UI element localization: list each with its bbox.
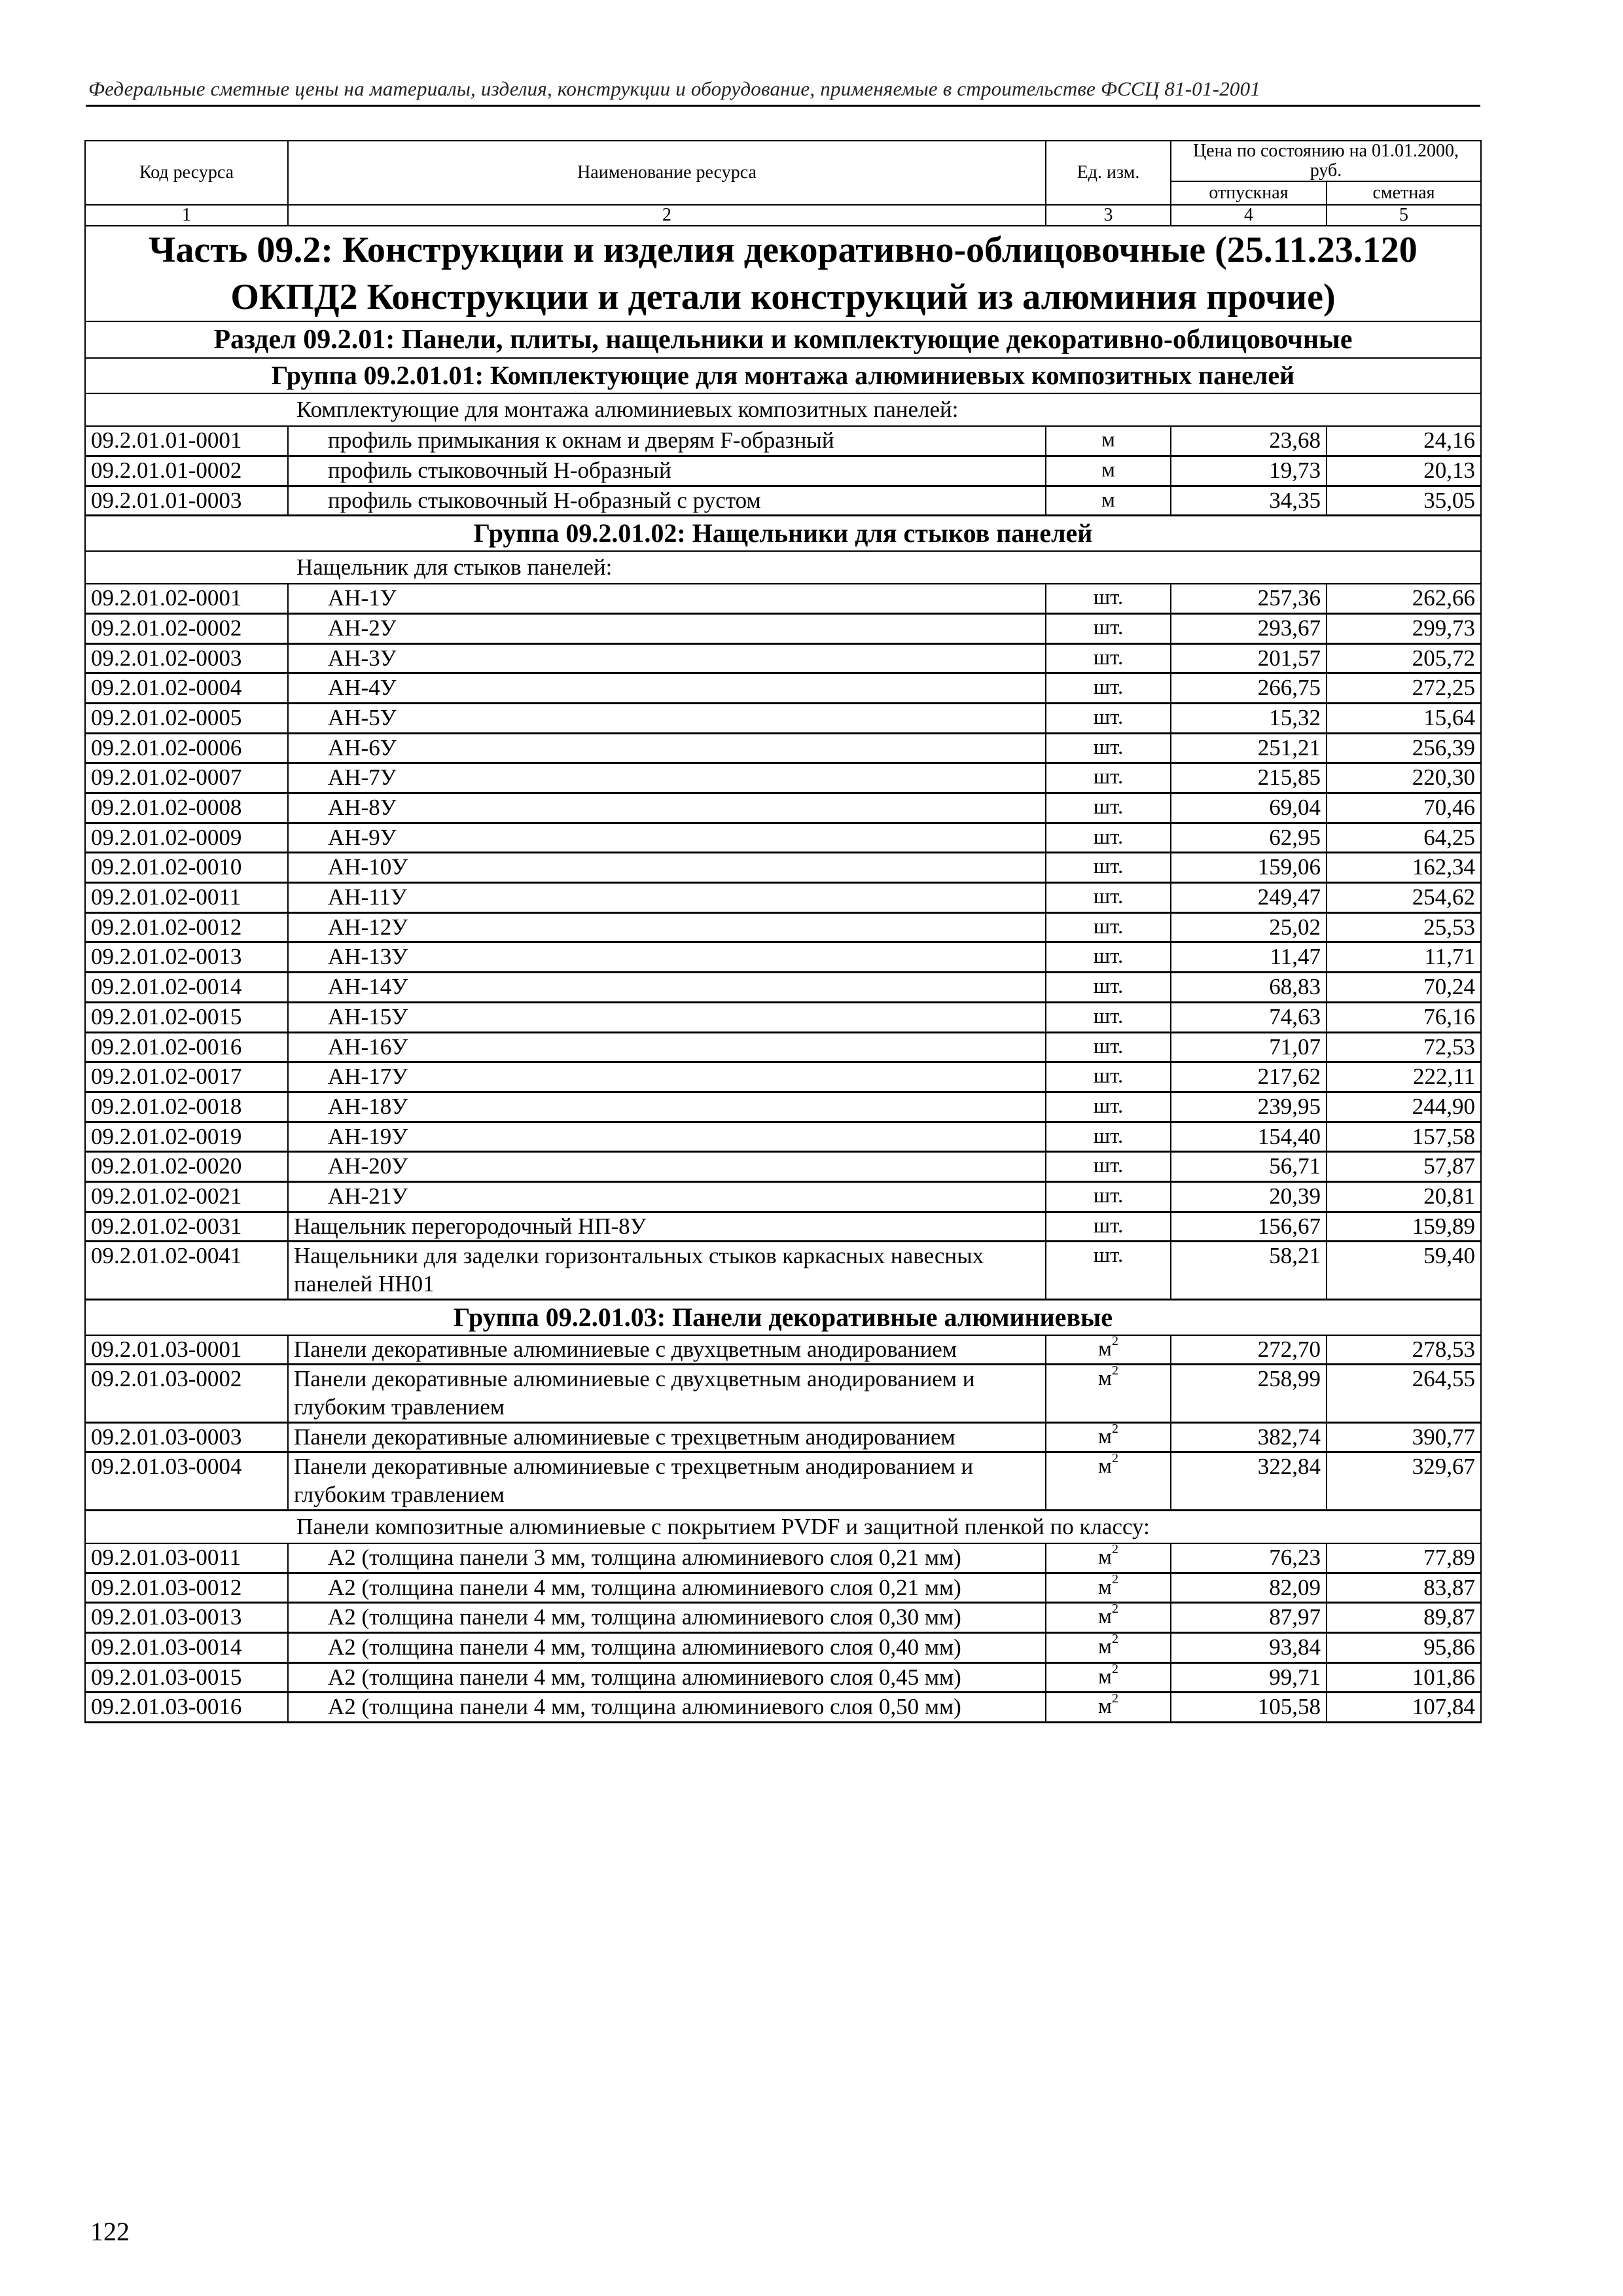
column-number: 2 <box>288 205 1046 226</box>
resource-code: 09.2.01.02-0019 <box>85 1122 288 1152</box>
resource-name: АН-21У <box>288 1181 1046 1211</box>
resource-code: 09.2.01.01-0003 <box>85 486 288 516</box>
resource-name: АН-3У <box>288 643 1046 673</box>
unit-exponent: 2 <box>1111 1691 1118 1706</box>
resource-code: 09.2.01.03-0016 <box>85 1693 288 1723</box>
price-estimate: 390,77 <box>1327 1422 1481 1452</box>
table-row <box>85 1573 1481 1603</box>
resource-code: 09.2.01.01-0002 <box>85 456 288 486</box>
unit-of-measure <box>1046 1632 1171 1662</box>
unit-text: м <box>1098 1575 1112 1599</box>
unit-of-measure <box>1046 1335 1171 1365</box>
unit-text: шт. <box>1093 975 1124 999</box>
resource-name: профиль стыковочный H-образный <box>288 456 1046 486</box>
resource-name-text: А2 (толщина панели 4 мм, толщина алюминиевого слоя 0,30 мм) <box>328 1604 961 1630</box>
table-body <box>85 226 1481 1722</box>
price-release: 258,99 <box>1171 1365 1327 1422</box>
unit-text: шт. <box>1093 885 1124 909</box>
table-row <box>85 1181 1481 1211</box>
unit-of-measure <box>1046 456 1171 486</box>
resource-name: АН-17У <box>288 1062 1046 1092</box>
price-table <box>84 140 1482 1723</box>
unit-exponent: 2 <box>1111 1602 1118 1617</box>
price-release: 20,39 <box>1171 1181 1327 1211</box>
unit-text: шт. <box>1093 735 1124 759</box>
price-estimate: 20,81 <box>1327 1181 1481 1211</box>
page-number: 122 <box>90 2217 130 2246</box>
unit-text: шт. <box>1093 795 1124 819</box>
price-estimate: 11,71 <box>1327 942 1481 973</box>
price-release: 76,23 <box>1171 1543 1327 1573</box>
unit-of-measure <box>1046 853 1171 883</box>
unit-of-measure <box>1046 1092 1171 1122</box>
column-number: 4 <box>1171 205 1327 226</box>
unit-of-measure <box>1046 613 1171 643</box>
resource-name: Панели декоративные алюминиевые с двухцветным анодированием и глубоким травлением <box>288 1365 1046 1422</box>
unit-text: м <box>1098 1424 1112 1448</box>
resource-code: 09.2.01.02-0016 <box>85 1032 288 1062</box>
column-number-row <box>85 205 1481 226</box>
resource-name: АН-20У <box>288 1152 1046 1182</box>
header-unit: Ед. изм. <box>1046 141 1171 205</box>
table-row <box>85 613 1481 643</box>
unit-text: шт. <box>1093 615 1124 639</box>
table-row <box>85 1062 1481 1092</box>
table-row <box>85 426 1481 456</box>
resource-code: 09.2.01.02-0007 <box>85 763 288 793</box>
table-row <box>85 973 1481 1003</box>
table-row <box>85 584 1481 613</box>
unit-of-measure <box>1046 823 1171 853</box>
unit-text: шт. <box>1093 765 1124 789</box>
resource-code: 09.2.01.03-0004 <box>85 1452 288 1510</box>
price-estimate: 329,67 <box>1327 1452 1481 1510</box>
resource-name: АН-8У <box>288 793 1046 823</box>
price-release: 251,21 <box>1171 733 1327 763</box>
table-row <box>85 486 1481 516</box>
table-row <box>85 1092 1481 1122</box>
price-release: 249,47 <box>1171 883 1327 913</box>
group-title: Группа 09.2.01.02: Нащельники для стыков панелей <box>85 516 1481 552</box>
resource-code: 09.2.01.02-0017 <box>85 1062 288 1092</box>
resource-name: АН-12У <box>288 912 1046 942</box>
unit-of-measure <box>1046 1603 1171 1633</box>
resource-name: Нащельники для заделки горизонтальных стыков каркасных навесных панелей НН01 <box>288 1242 1046 1299</box>
unit-text: шт. <box>1093 586 1124 610</box>
header-name: Наименование ресурса <box>288 141 1046 205</box>
table-row <box>85 1662 1481 1693</box>
unit-text: м <box>1098 1634 1112 1659</box>
resource-code: 09.2.01.03-0002 <box>85 1365 288 1422</box>
resource-code: 09.2.01.02-0041 <box>85 1242 288 1299</box>
table-row <box>85 456 1481 486</box>
resource-name <box>288 1632 1046 1662</box>
header-rule <box>86 105 1480 107</box>
resource-name-text: А2 (толщина панели 3 мм, толщина алюминиевого слоя 0,21 мм) <box>328 1544 961 1570</box>
price-estimate: 24,16 <box>1327 426 1481 456</box>
unit-of-measure <box>1046 942 1171 973</box>
table-row <box>85 733 1481 763</box>
resource-name-text: А2 (толщина панели 4 мм, толщина алюминиевого слоя 0,50 мм) <box>328 1694 961 1720</box>
table-row <box>85 1242 1481 1299</box>
unit-exponent: 2 <box>1111 1333 1118 1348</box>
resource-name: Панели декоративные алюминиевые с трехцветным анодированием и глубоким травлением <box>288 1452 1046 1510</box>
resource-name: АН-4У <box>288 673 1046 704</box>
resource-name: Нащельник перегородочный НП-8У <box>288 1211 1046 1242</box>
price-release: 87,97 <box>1171 1603 1327 1633</box>
unit-text: м <box>1098 1664 1112 1689</box>
resource-code: 09.2.01.02-0009 <box>85 823 288 853</box>
price-estimate: 101,86 <box>1327 1662 1481 1693</box>
group-title: Группа 09.2.01.01: Комплектующие для монтажа алюминиевых композитных панелей <box>85 358 1481 393</box>
unit-of-measure <box>1046 1122 1171 1152</box>
price-release: 201,57 <box>1171 643 1327 673</box>
resource-name: АН-16У <box>288 1032 1046 1062</box>
price-estimate: 70,46 <box>1327 793 1481 823</box>
unit-of-measure <box>1046 733 1171 763</box>
resource-code: 09.2.01.03-0014 <box>85 1632 288 1662</box>
price-release: 15,32 <box>1171 703 1327 733</box>
price-release: 272,70 <box>1171 1335 1327 1365</box>
table-row <box>85 912 1481 942</box>
resource-name-text: А2 (толщина панели 4 мм, толщина алюминиевого слоя 0,45 мм) <box>328 1664 961 1690</box>
group-subheading: Комплектующие для монтажа алюминиевых композитных панелей: <box>85 393 1481 426</box>
table-row <box>85 1122 1481 1152</box>
resource-code: 09.2.01.03-0013 <box>85 1603 288 1633</box>
unit-of-measure <box>1046 426 1171 456</box>
price-estimate: 20,13 <box>1327 456 1481 486</box>
table-row <box>85 1422 1481 1452</box>
resource-name <box>288 1662 1046 1693</box>
unit-of-measure <box>1046 1152 1171 1182</box>
price-release: 62,95 <box>1171 823 1327 853</box>
table-row <box>85 1211 1481 1242</box>
price-estimate: 262,66 <box>1327 584 1481 613</box>
price-release: 56,71 <box>1171 1152 1327 1182</box>
table-row <box>85 673 1481 704</box>
unit-text: шт. <box>1093 1183 1124 1208</box>
group-subheading: Нащельник для стыков панелей: <box>85 551 1481 584</box>
resource-code: 09.2.01.02-0010 <box>85 853 288 883</box>
resource-code: 09.2.01.02-0013 <box>85 942 288 973</box>
header-price-estimate: сметная <box>1327 181 1481 205</box>
group-title: Группа 09.2.01.03: Панели декоративные алюминиевые <box>85 1299 1481 1335</box>
resource-name <box>288 1603 1046 1633</box>
unit-exponent: 2 <box>1111 1661 1118 1676</box>
price-estimate: 272,25 <box>1327 673 1481 704</box>
table-row <box>85 1632 1481 1662</box>
price-release: 159,06 <box>1171 853 1327 883</box>
price-estimate: 57,87 <box>1327 1152 1481 1182</box>
resource-code: 09.2.01.02-0018 <box>85 1092 288 1122</box>
price-estimate: 256,39 <box>1327 733 1481 763</box>
price-estimate: 95,86 <box>1327 1632 1481 1662</box>
resource-code: 09.2.01.03-0001 <box>85 1335 288 1365</box>
price-release: 25,02 <box>1171 912 1327 942</box>
resource-code: 09.2.01.03-0011 <box>85 1543 288 1573</box>
unit-text: шт. <box>1093 675 1124 700</box>
price-release: 99,71 <box>1171 1662 1327 1693</box>
resource-name: АН-14У <box>288 973 1046 1003</box>
header-price-group: Цена по состоянию на 01.01.2000, руб. <box>1171 141 1481 181</box>
unit-text: м <box>1098 1454 1112 1479</box>
price-release: 266,75 <box>1171 673 1327 704</box>
unit-of-measure <box>1046 1543 1171 1573</box>
resource-code: 09.2.01.03-0015 <box>85 1662 288 1693</box>
price-estimate: 83,87 <box>1327 1573 1481 1603</box>
unit-text: шт. <box>1093 914 1124 939</box>
unit-text: м <box>1101 488 1115 512</box>
unit-exponent: 2 <box>1111 1421 1118 1436</box>
unit-of-measure <box>1046 1242 1171 1299</box>
resource-name: профиль стыковочный H-образный с рустом <box>288 486 1046 516</box>
resource-code: 09.2.01.02-0011 <box>85 883 288 913</box>
part-title: Часть 09.2: Конструкции и изделия декоративно-облицовочные (25.11.23.120 ОКПД2 Конструкции и детали конструкций из алюминия прочие) <box>85 226 1481 321</box>
resource-name: АН-10У <box>288 853 1046 883</box>
table-row <box>85 942 1481 973</box>
price-release: 34,35 <box>1171 486 1327 516</box>
header-price-release: отпускная <box>1171 181 1327 205</box>
price-estimate: 25,53 <box>1327 912 1481 942</box>
unit-of-measure <box>1046 1062 1171 1092</box>
resource-name: АН-5У <box>288 703 1046 733</box>
resource-code: 09.2.01.03-0003 <box>85 1422 288 1452</box>
resource-name: АН-9У <box>288 823 1046 853</box>
price-estimate: 157,58 <box>1327 1122 1481 1152</box>
running-header: Федеральные сметные цены на материалы, изделия, конструкции и оборудование, применяемые в строительстве ФССЦ 81-01-2001 <box>88 77 1261 100</box>
unit-of-measure <box>1046 1422 1171 1452</box>
price-release: 19,73 <box>1171 456 1327 486</box>
price-release: 82,09 <box>1171 1573 1327 1603</box>
section-title: Раздел 09.2.01: Панели, плиты, нащельники и комплектующие декоративно-облицовочные <box>85 321 1481 358</box>
unit-text: шт. <box>1093 944 1124 969</box>
unit-of-measure <box>1046 1002 1171 1032</box>
unit-text: м <box>1098 1605 1112 1629</box>
unit-of-measure <box>1046 973 1171 1003</box>
table-row <box>85 853 1481 883</box>
unit-of-measure <box>1046 584 1171 613</box>
price-estimate: 64,25 <box>1327 823 1481 853</box>
column-number: 5 <box>1327 205 1481 226</box>
resource-name: АН-15У <box>288 1002 1046 1032</box>
resource-name: АН-7У <box>288 763 1046 793</box>
resource-name: Панели декоративные алюминиевые с двухцветным анодированием <box>288 1335 1046 1365</box>
unit-of-measure <box>1046 1365 1171 1422</box>
resource-code: 09.2.01.02-0008 <box>85 793 288 823</box>
unit-text: шт. <box>1093 1094 1124 1118</box>
price-release: 293,67 <box>1171 613 1327 643</box>
unit-of-measure <box>1046 1181 1171 1211</box>
price-estimate: 72,53 <box>1327 1032 1481 1062</box>
resource-name-text: А2 (толщина панели 4 мм, толщина алюминиевого слоя 0,40 мм) <box>328 1634 961 1660</box>
resource-name: АН-6У <box>288 733 1046 763</box>
price-estimate: 244,90 <box>1327 1092 1481 1122</box>
resource-code: 09.2.01.02-0002 <box>85 613 288 643</box>
price-release: 105,58 <box>1171 1693 1327 1723</box>
price-estimate: 220,30 <box>1327 763 1481 793</box>
unit-exponent: 2 <box>1111 1451 1118 1466</box>
table-row <box>85 793 1481 823</box>
table-row <box>85 703 1481 733</box>
price-estimate: 76,16 <box>1327 1002 1481 1032</box>
resource-code: 09.2.01.02-0004 <box>85 673 288 704</box>
unit-text: шт. <box>1093 1124 1124 1148</box>
unit-of-measure <box>1046 763 1171 793</box>
price-estimate: 278,53 <box>1327 1335 1481 1365</box>
price-release: 58,21 <box>1171 1242 1327 1299</box>
price-release: 69,04 <box>1171 793 1327 823</box>
unit-text: м <box>1098 1695 1112 1719</box>
unit-of-measure <box>1046 486 1171 516</box>
unit-of-measure <box>1046 1452 1171 1510</box>
unit-of-measure <box>1046 883 1171 913</box>
unit-exponent: 2 <box>1111 1363 1118 1378</box>
resource-code: 09.2.01.02-0001 <box>85 584 288 613</box>
unit-text: шт. <box>1093 1213 1124 1238</box>
resource-name <box>288 1543 1046 1573</box>
group-subheading: Панели композитные алюминиевые с покрытием PVDF и защитной пленкой по классу: <box>85 1510 1481 1543</box>
unit-of-measure <box>1046 1032 1171 1062</box>
resource-code: 09.2.01.02-0003 <box>85 643 288 673</box>
price-estimate: 89,87 <box>1327 1603 1481 1633</box>
header-code: Код ресурса <box>85 141 288 205</box>
resource-code: 09.2.01.02-0005 <box>85 703 288 733</box>
table-row <box>85 643 1481 673</box>
unit-text: м <box>1098 1336 1112 1361</box>
unit-text: шт. <box>1093 705 1124 729</box>
price-release: 382,74 <box>1171 1422 1327 1452</box>
resource-code: 09.2.01.02-0014 <box>85 973 288 1003</box>
table-row <box>85 1365 1481 1422</box>
price-estimate: 254,62 <box>1327 883 1481 913</box>
unit-text: м <box>1098 1367 1112 1391</box>
price-estimate: 35,05 <box>1327 486 1481 516</box>
table-row <box>85 1152 1481 1182</box>
unit-text: шт. <box>1093 825 1124 849</box>
resource-code: 09.2.01.02-0020 <box>85 1152 288 1182</box>
price-release: 68,83 <box>1171 973 1327 1003</box>
price-estimate: 205,72 <box>1327 643 1481 673</box>
unit-exponent: 2 <box>1111 1541 1118 1556</box>
table-row <box>85 1543 1481 1573</box>
resource-name: профиль примыкания к окнам и дверям F-образный <box>288 426 1046 456</box>
price-release: 93,84 <box>1171 1632 1327 1662</box>
price-estimate: 77,89 <box>1327 1543 1481 1573</box>
table-row <box>85 1335 1481 1365</box>
table-row <box>85 883 1481 913</box>
resource-name: АН-11У <box>288 883 1046 913</box>
resource-name: АН-13У <box>288 942 1046 973</box>
table-row <box>85 823 1481 853</box>
resource-code: 09.2.01.02-0031 <box>85 1211 288 1242</box>
unit-of-measure <box>1046 912 1171 942</box>
price-release: 154,40 <box>1171 1122 1327 1152</box>
unit-of-measure <box>1046 1662 1171 1693</box>
price-release: 11,47 <box>1171 942 1327 973</box>
unit-text: шт. <box>1093 855 1124 879</box>
price-release: 239,95 <box>1171 1092 1327 1122</box>
unit-of-measure <box>1046 1211 1171 1242</box>
table-row <box>85 1002 1481 1032</box>
resource-code: 09.2.01.02-0012 <box>85 912 288 942</box>
price-estimate: 299,73 <box>1327 613 1481 643</box>
resource-name: АН-2У <box>288 613 1046 643</box>
unit-of-measure <box>1046 1573 1171 1603</box>
price-release: 71,07 <box>1171 1032 1327 1062</box>
resource-name <box>288 1573 1046 1603</box>
price-estimate: 222,11 <box>1327 1062 1481 1092</box>
price-release: 322,84 <box>1171 1452 1327 1510</box>
unit-of-measure <box>1046 703 1171 733</box>
resource-code: 09.2.01.02-0006 <box>85 733 288 763</box>
price-release: 215,85 <box>1171 763 1327 793</box>
unit-text: шт. <box>1093 1244 1124 1268</box>
resource-code: 09.2.01.01-0001 <box>85 426 288 456</box>
price-estimate: 159,89 <box>1327 1211 1481 1242</box>
table-row <box>85 763 1481 793</box>
table-row <box>85 1693 1481 1723</box>
unit-of-measure <box>1046 643 1171 673</box>
resource-name-text: А2 (толщина панели 4 мм, толщина алюминиевого слоя 0,21 мм) <box>328 1574 961 1600</box>
table-row <box>85 1032 1481 1062</box>
unit-text: шт. <box>1093 1004 1124 1028</box>
unit-exponent: 2 <box>1111 1571 1118 1587</box>
price-release: 217,62 <box>1171 1062 1327 1092</box>
price-estimate: 264,55 <box>1327 1365 1481 1422</box>
column-number: 3 <box>1046 205 1171 226</box>
resource-name: АН-1У <box>288 584 1046 613</box>
price-release: 257,36 <box>1171 584 1327 613</box>
unit-text: шт. <box>1093 1064 1124 1088</box>
table-row <box>85 1603 1481 1633</box>
resource-name: Панели декоративные алюминиевые с трехцветным анодированием <box>288 1422 1046 1452</box>
unit-text: м <box>1101 457 1115 482</box>
resource-code: 09.2.01.03-0012 <box>85 1573 288 1603</box>
resource-name <box>288 1693 1046 1723</box>
column-number: 1 <box>85 205 288 226</box>
unit-of-measure <box>1046 1693 1171 1723</box>
unit-text: м <box>1101 428 1115 452</box>
unit-text: шт. <box>1093 645 1124 670</box>
resource-code: 09.2.01.02-0015 <box>85 1002 288 1032</box>
price-estimate: 70,24 <box>1327 973 1481 1003</box>
resource-name: АН-18У <box>288 1092 1046 1122</box>
price-release: 23,68 <box>1171 426 1327 456</box>
price-release: 74,63 <box>1171 1002 1327 1032</box>
price-estimate: 162,34 <box>1327 853 1481 883</box>
unit-exponent: 2 <box>1111 1631 1118 1646</box>
price-estimate: 107,84 <box>1327 1693 1481 1723</box>
unit-text: шт. <box>1093 1034 1124 1058</box>
price-release: 156,67 <box>1171 1211 1327 1242</box>
price-estimate: 59,40 <box>1327 1242 1481 1299</box>
unit-text: шт. <box>1093 1154 1124 1178</box>
resource-name: АН-19У <box>288 1122 1046 1152</box>
table-row <box>85 1452 1481 1510</box>
resource-code: 09.2.01.02-0021 <box>85 1181 288 1211</box>
unit-of-measure <box>1046 793 1171 823</box>
unit-of-measure <box>1046 673 1171 704</box>
price-estimate: 15,64 <box>1327 703 1481 733</box>
unit-text: м <box>1098 1545 1112 1569</box>
